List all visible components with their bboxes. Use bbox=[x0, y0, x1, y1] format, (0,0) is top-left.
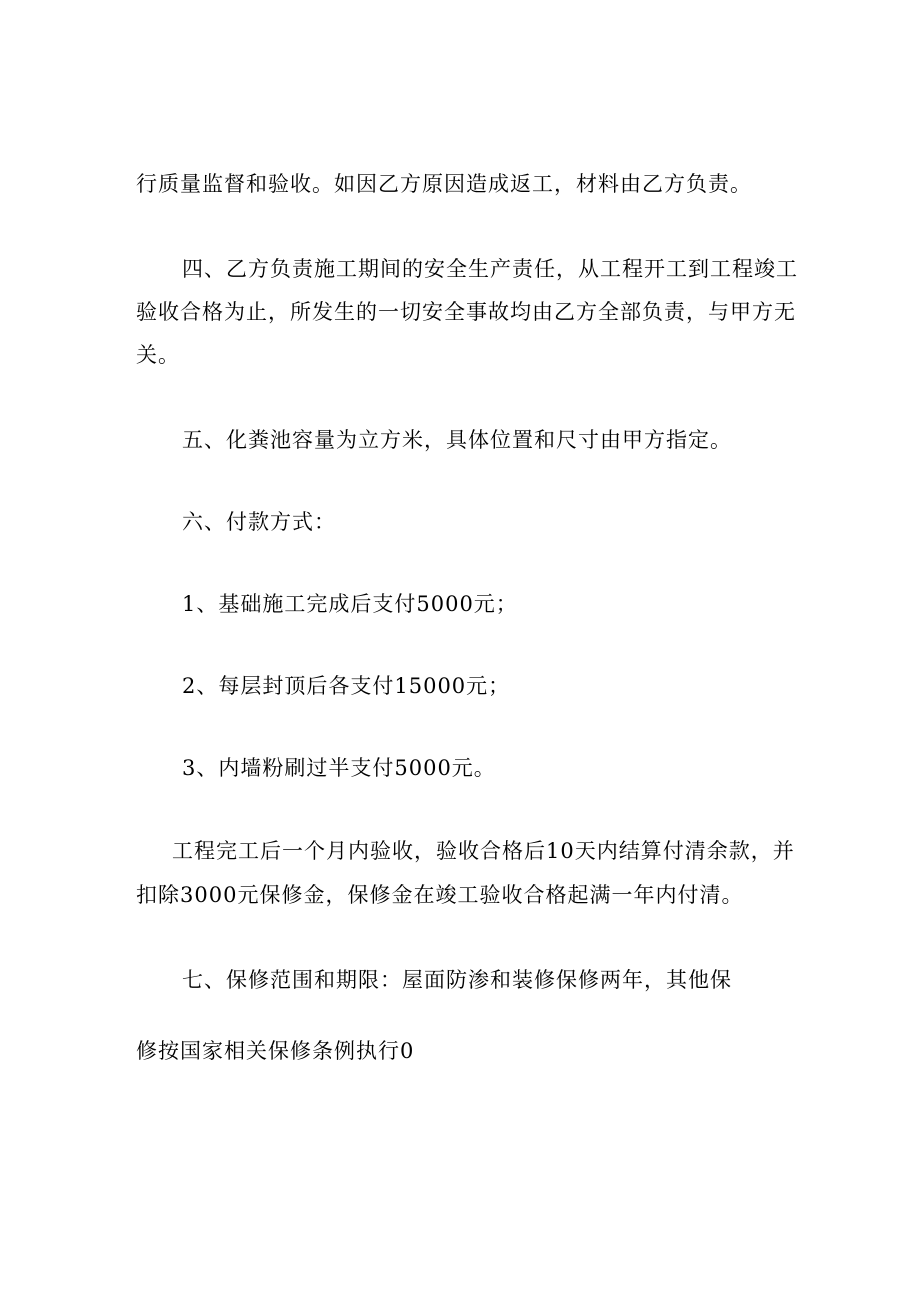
text-line: 3、内墙粉刷过半支付5000元。 bbox=[182, 756, 496, 780]
text-line: 六、付款方式： bbox=[182, 510, 336, 534]
text-line: 修按国家相关保修条例执行0 bbox=[136, 1039, 415, 1063]
text-line: 五、化粪池容量为立方米，具体位置和尺寸由甲方指定。 bbox=[182, 428, 732, 452]
text-line: 扣除3000元保修金，保修金在竣工验收合格起满一年内付清。 bbox=[136, 883, 744, 907]
text-line: 七、保修范围和期限：屋面防渗和装修保修两年，其他保 bbox=[182, 968, 732, 992]
text-line: 2、每层封顶后各支付15000元； bbox=[182, 674, 511, 698]
text-line: 验收合格为止，所发生的一切安全事故均由乙方全部负责，与甲方无 bbox=[136, 300, 796, 324]
text-line: 1、基础施工完成后支付5000元； bbox=[182, 592, 518, 616]
text-line: 工程完工后一个月内验收，验收合格后10天内结算付清余款，并 bbox=[172, 839, 795, 863]
text-line: 四、乙方负责施工期间的安全生产责任，从工程开工到工程竣工 bbox=[182, 257, 798, 281]
text-line: 行质量监督和验收。如因乙方原因造成返工，材料由乙方负责。 bbox=[136, 172, 752, 196]
text-line: 关。 bbox=[136, 343, 180, 367]
